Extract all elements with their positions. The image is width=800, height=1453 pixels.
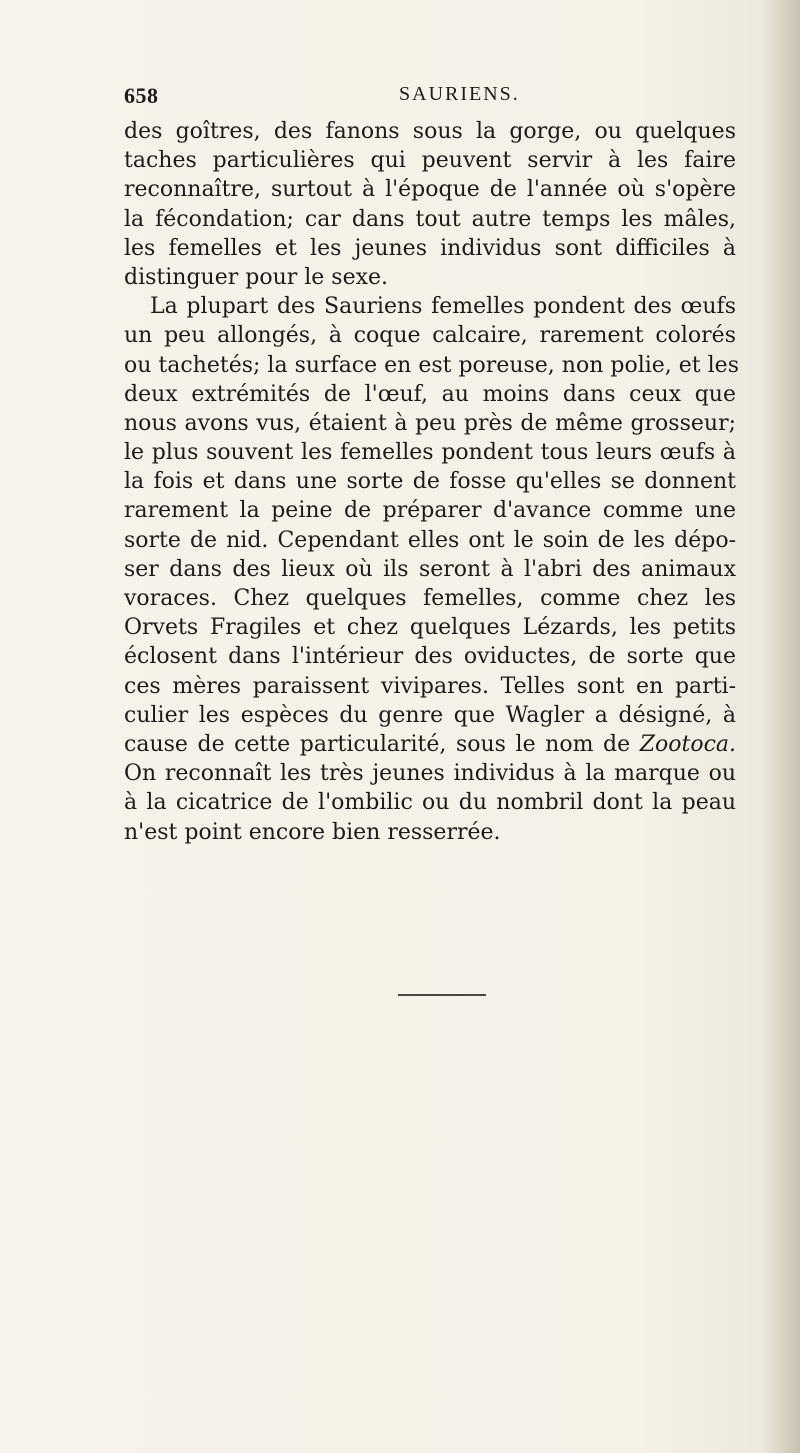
text-line: à la cicatrice de l'ombilic ou du nombril dont la peau — [124, 790, 736, 816]
page-number: 658 — [124, 83, 159, 108]
page-edge-shadow — [762, 0, 800, 1453]
text-line: distinguer pour le sexe. — [124, 264, 389, 290]
section-divider-rule — [398, 994, 486, 996]
text-line: Orvets Fragiles et chez quelques Lézards, les petits — [124, 615, 736, 641]
text-line-with-term — [124, 730, 736, 759]
text-line: On reconnaît les très jeunes individus à la marque ou — [124, 761, 736, 787]
text-line: le plus souvent les femelles pondent tous leurs œufs à — [124, 440, 736, 466]
text-line: la fois et dans une sorte de fosse qu'elles se donnent — [124, 469, 736, 495]
text-line-segment: cause de cette particularité, sous le nom de — [124, 731, 631, 757]
text-line: deux extrémités de l'œuf, au moins dans ceux que — [124, 381, 736, 407]
text-line: ou tachetés; la surface en est poreuse, non polie, et les — [124, 352, 739, 378]
genus-name: Zootoca. — [639, 731, 736, 757]
text-line: un peu allongés, à coque calcaire, rarement colorés — [124, 323, 736, 349]
text-line: éclosent dans l'intérieur des oviductes, de sorte que — [124, 644, 736, 670]
text-line: taches particulières qui peuvent servir à les faire — [124, 148, 736, 174]
running-head: SAURIENS. — [399, 83, 520, 105]
body-text — [124, 117, 739, 847]
text-line: ser dans des lieux où ils seront à l'abri des animaux — [124, 556, 736, 582]
text-line: la fécondation; car dans tout autre temps les mâles, — [124, 206, 736, 232]
text-line: culier les espèces du genre que Wagler a désigné, à — [124, 702, 736, 728]
text-line: reconnaître, surtout à l'époque de l'année où s'opère — [124, 177, 736, 203]
page-header — [124, 83, 736, 113]
text-line: rarement la peine de préparer d'avance comme une — [124, 498, 736, 524]
text-line: sorte de nid. Cependant elles ont le soin de les dépo- — [124, 527, 736, 553]
text-line: les femelles et les jeunes individus sont difficiles à — [124, 235, 736, 261]
text-line: nous avons vus, étaient à peu près de même grosseur; — [124, 410, 736, 436]
text-line: La plupart des Sauriens femelles pondent des œufs — [150, 294, 736, 320]
text-line: n'est point encore bien resserrée. — [124, 819, 501, 845]
text-line: ces mères paraissent vivipares. Telles sont en parti- — [124, 673, 736, 699]
text-line: des goîtres, des fanons sous la gorge, ou quelques — [124, 119, 736, 144]
text-line: voraces. Chez quelques femelles, comme chez les — [124, 586, 736, 611]
